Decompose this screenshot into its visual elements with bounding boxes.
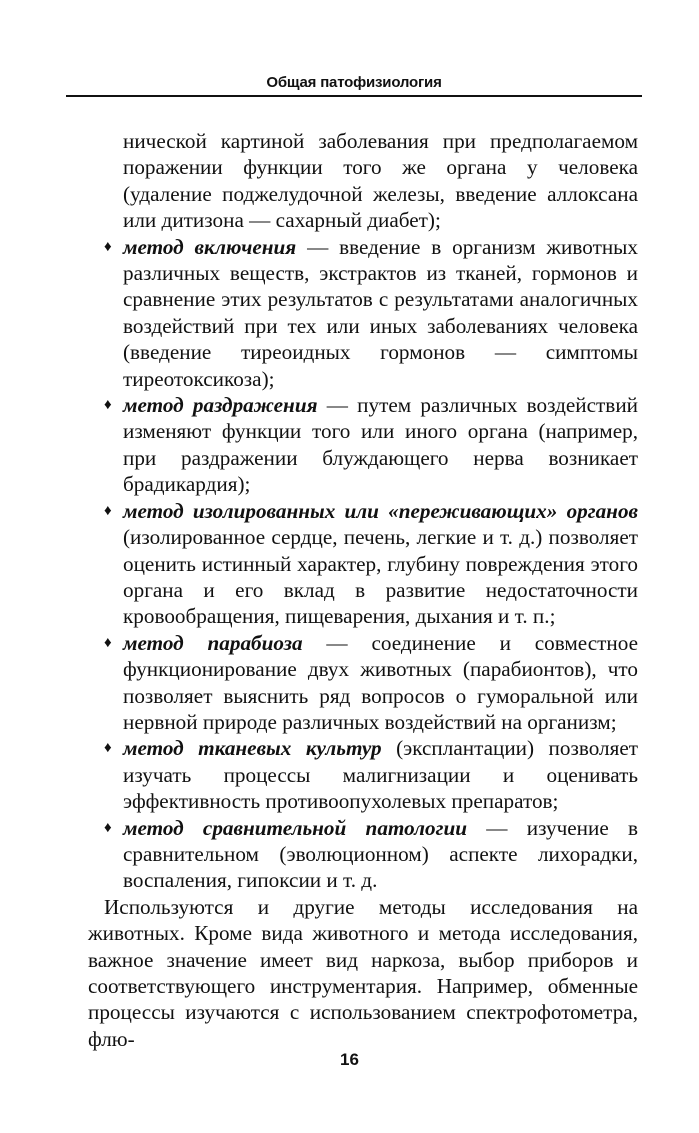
closing-paragraph: Используются и другие методы исследования на животных. Кроме вида животного и метода исследования, важное значение имеет вид наркоза, выбор приборов и соответствующего инструментария. Например, обменные процессы изучаются с использованием спектрофотометра, флю- bbox=[88, 894, 638, 1051]
method-description: — путем различных воздействий изменяют функции того или иного органа (например, при раздражении блуждающего нерва возникает брадикардия); bbox=[123, 393, 638, 497]
running-head: Общая патофизиология bbox=[266, 74, 442, 91]
continuation-paragraph: нической картиной заболевания при предполагаемом поражении функции того же органа у человека (удаление поджелудочной железы, введение аллоксана или дитизона — сахарный диабет); bbox=[123, 129, 638, 233]
list-item bbox=[104, 815, 638, 894]
list-item bbox=[104, 735, 638, 814]
method-term: метод тканевых культур bbox=[123, 736, 382, 761]
page-number: 16 bbox=[340, 1050, 359, 1069]
method-term: метод раздражения bbox=[123, 393, 318, 418]
header-rule bbox=[66, 95, 642, 97]
page-body bbox=[88, 128, 638, 1052]
method-description: (изолированное сердце, печень, легкие и т. д.) позволяет оценить истинный характер, глубину повреждения этого органа и его вклад в развитие недостаточности кровообращения, пищеварения, дыхания и т. п.; bbox=[123, 525, 638, 629]
list-item bbox=[104, 630, 638, 736]
bullet-icon: ♦ bbox=[104, 740, 112, 757]
bullet-icon: ♦ bbox=[104, 238, 112, 255]
bullet-icon: ♦ bbox=[104, 634, 112, 651]
bullet-icon: ♦ bbox=[104, 819, 112, 836]
method-term: метод включения bbox=[123, 234, 297, 259]
method-description: — соединение и совместное функционирование двух животных (парабионтов), что позволяет выяснить ряд вопросов о гуморальной или нервной природе различных воздействий на организм; bbox=[123, 630, 638, 734]
method-description: — изучение в сравнительном (эволюционном) аспекте лихорадки, воспаления, гипоксии и т. д. bbox=[123, 815, 638, 893]
list-item bbox=[104, 392, 638, 498]
list-item bbox=[104, 234, 638, 392]
list-item bbox=[104, 498, 638, 630]
method-description: (эксплантации) позволяет изучать процессы малигнизации и оценивать эффективность противоопухолевых препаратов; bbox=[123, 736, 638, 814]
method-term: метод изолированных или «переживающих» органов bbox=[123, 498, 638, 523]
bullet-icon: ♦ bbox=[104, 397, 112, 414]
method-description: — введение в организм животных различных веществ, экстрактов из тканей, гормонов и сравнение этих результатов с результатами аналогичных воздействий при тех или иных заболеваниях человека (введение тиреоидных гормонов — симптомы тиреотоксикоза); bbox=[123, 234, 638, 391]
method-term: метод сравнительной патологии bbox=[123, 815, 468, 840]
method-term: метод парабиоза bbox=[123, 630, 303, 655]
bullet-icon: ♦ bbox=[104, 502, 112, 519]
